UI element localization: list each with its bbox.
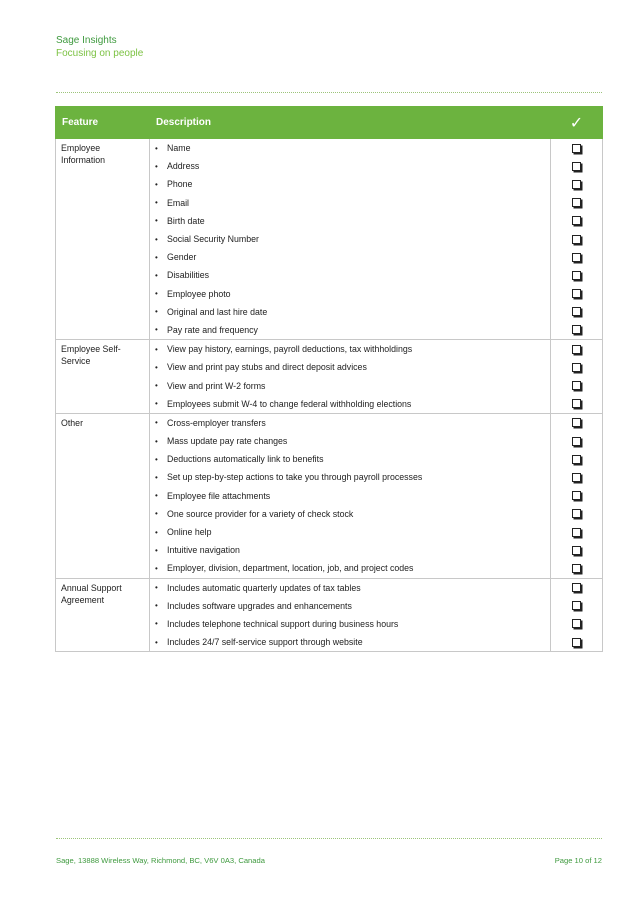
bullet-icon: • <box>155 289 158 299</box>
footer-page-number: Page 10 of 12 <box>554 856 602 865</box>
description-cell <box>150 340 551 414</box>
list-item <box>155 633 550 651</box>
checkbox-icon[interactable] <box>572 509 581 518</box>
checkbox-icon[interactable] <box>572 381 581 390</box>
item-text: View and print pay stubs and direct deposit advices <box>167 362 367 373</box>
checkbox-row <box>551 212 602 230</box>
checkbox-cell <box>551 139 603 340</box>
checkbox-row <box>551 157 602 175</box>
checkbox-icon[interactable] <box>572 363 581 372</box>
feature-table <box>55 106 603 652</box>
item-text: Mass update pay rate changes <box>167 436 288 447</box>
list-item <box>155 487 550 505</box>
list-item <box>155 468 550 486</box>
checkbox-row <box>551 468 602 486</box>
checkbox-icon[interactable] <box>572 619 581 628</box>
checkbox-icon[interactable] <box>572 601 581 610</box>
bullet-icon: • <box>155 601 158 611</box>
header-title: Sage Insights <box>56 35 117 46</box>
checkbox-icon[interactable] <box>572 345 581 354</box>
bullet-icon: • <box>155 619 158 629</box>
list-item <box>155 285 550 303</box>
feature-cell: Other <box>56 413 150 578</box>
table-row <box>56 413 603 578</box>
bullet-icon: • <box>155 509 158 519</box>
list-item <box>155 579 550 597</box>
table-body <box>56 139 603 652</box>
checkbox-icon[interactable] <box>572 491 581 500</box>
checkbox-icon[interactable] <box>572 418 581 427</box>
bullet-icon: • <box>155 583 158 593</box>
checkbox-icon[interactable] <box>572 216 581 225</box>
item-text: Birth date <box>167 215 205 226</box>
item-text: Email <box>167 197 189 208</box>
bullet-icon: • <box>155 472 158 482</box>
checkbox-row <box>551 597 602 615</box>
checkbox-row <box>551 321 602 339</box>
checkbox-icon[interactable] <box>572 564 581 573</box>
list-item <box>155 157 550 175</box>
item-text: Includes software upgrades and enhancements <box>167 600 352 611</box>
checkbox-row <box>551 230 602 248</box>
checkbox-icon[interactable] <box>572 271 581 280</box>
bullet-icon: • <box>155 362 158 372</box>
item-text: View and print W-2 forms <box>167 380 266 391</box>
item-text: Includes telephone technical support during business hours <box>167 618 399 629</box>
list-item <box>155 395 550 413</box>
checkbox-icon[interactable] <box>572 325 581 334</box>
bullet-icon: • <box>155 399 158 409</box>
description-cell <box>150 413 551 578</box>
checkbox-row <box>551 266 602 284</box>
checkbox-icon[interactable] <box>572 437 581 446</box>
footer-address: Sage, 13888 Wireless Way, Richmond, BC, V6V 0A3, Canada <box>56 856 265 865</box>
item-text: Social Security Number <box>167 234 259 245</box>
bullet-icon: • <box>155 179 158 189</box>
item-text: Intuitive navigation <box>167 545 240 556</box>
list-item <box>155 321 550 339</box>
list-item <box>155 523 550 541</box>
item-text: Employees submit W-4 to change federal withholding elections <box>167 398 412 409</box>
page-header <box>56 34 143 60</box>
checkbox-row <box>551 487 602 505</box>
checkbox-row <box>551 450 602 468</box>
list-item <box>155 303 550 321</box>
checkbox-row <box>551 194 602 212</box>
list-item <box>155 450 550 468</box>
item-text: Disabilities <box>167 270 210 281</box>
list-item <box>155 615 550 633</box>
list-item <box>155 376 550 394</box>
feature-cell: Annual Support Agreement <box>56 578 150 652</box>
list-item <box>155 358 550 376</box>
item-text: Gender <box>167 252 197 263</box>
item-text: Set up step-by-step actions to take you through payroll processes <box>167 472 423 483</box>
checkbox-icon[interactable] <box>572 546 581 555</box>
table-row <box>56 340 603 414</box>
table-header-row <box>56 107 603 139</box>
bullet-icon: • <box>155 454 158 464</box>
checkbox-icon[interactable] <box>572 235 581 244</box>
checkbox-row <box>551 175 602 193</box>
column-header-check: ✓ <box>551 107 603 139</box>
list-item <box>155 194 550 212</box>
checkbox-icon[interactable] <box>572 289 581 298</box>
checkbox-row <box>551 248 602 266</box>
item-text: Address <box>167 161 200 172</box>
checkbox-icon[interactable] <box>572 253 581 262</box>
feature-cell: Employee Self-Service <box>56 340 150 414</box>
checkbox-cell <box>551 413 603 578</box>
column-header-description: Description <box>150 107 551 139</box>
checkbox-row <box>551 358 602 376</box>
list-item <box>155 414 550 432</box>
table-row <box>56 578 603 652</box>
checkbox-icon[interactable] <box>572 583 581 592</box>
item-text: Name <box>167 143 191 154</box>
list-item <box>155 505 550 523</box>
checkbox-row <box>551 285 602 303</box>
checkbox-row <box>551 523 602 541</box>
bullet-icon: • <box>155 563 158 573</box>
bullet-icon: • <box>155 270 158 280</box>
checkbox-row <box>551 615 602 633</box>
item-text: Includes automatic quarterly updates of tax tables <box>167 582 361 593</box>
item-text: Cross-employer transfers <box>167 417 266 428</box>
list-item <box>155 541 550 559</box>
item-text: Online help <box>167 527 212 538</box>
item-text: Includes 24/7 self-service support through website <box>167 637 363 648</box>
bullet-icon: • <box>155 436 158 446</box>
table-row <box>56 139 603 340</box>
checkbox-row <box>551 376 602 394</box>
checkbox-icon[interactable] <box>572 144 581 153</box>
description-cell <box>150 578 551 652</box>
bullet-icon: • <box>155 637 158 647</box>
list-item <box>155 597 550 615</box>
item-text: Phone <box>167 179 193 190</box>
checkbox-icon[interactable] <box>572 399 581 408</box>
checkbox-row <box>551 340 602 358</box>
bullet-icon: • <box>155 418 158 428</box>
bottom-divider <box>56 838 602 839</box>
checkbox-row <box>551 414 602 432</box>
checkbox-cell <box>551 578 603 652</box>
bullet-icon: • <box>155 234 158 244</box>
checkbox-icon[interactable] <box>572 455 581 464</box>
list-item <box>155 266 550 284</box>
list-item <box>155 432 550 450</box>
bullet-icon: • <box>155 198 158 208</box>
checkbox-row <box>551 633 602 651</box>
description-cell <box>150 139 551 340</box>
header-subtitle: Focusing on people <box>56 48 144 59</box>
checkbox-icon[interactable] <box>572 198 581 207</box>
item-text: Deductions automatically link to benefits <box>167 454 324 465</box>
list-item <box>155 212 550 230</box>
bullet-icon: • <box>155 161 158 171</box>
column-header-feature: Feature <box>56 107 150 139</box>
item-text: Original and last hire date <box>167 306 268 317</box>
list-item <box>155 248 550 266</box>
feature-cell: Employee Information <box>56 139 150 340</box>
bullet-icon: • <box>155 252 158 262</box>
checkbox-row <box>551 432 602 450</box>
bullet-icon: • <box>155 527 158 537</box>
list-item <box>155 559 550 577</box>
checkbox-icon[interactable] <box>572 307 581 316</box>
bullet-icon: • <box>155 545 158 555</box>
checkbox-row <box>551 303 602 321</box>
checkbox-row <box>551 559 602 577</box>
bullet-icon: • <box>155 325 158 335</box>
item-text: Employee file attachments <box>167 490 271 501</box>
list-item <box>155 139 550 157</box>
checkbox-icon[interactable] <box>572 528 581 537</box>
checkbox-row <box>551 139 602 157</box>
checkbox-icon[interactable] <box>572 162 581 171</box>
bullet-icon: • <box>155 381 158 391</box>
bullet-icon: • <box>155 216 158 226</box>
checkbox-icon[interactable] <box>572 473 581 482</box>
checkbox-icon[interactable] <box>572 638 581 647</box>
list-item <box>155 230 550 248</box>
item-text: Employee photo <box>167 288 231 299</box>
item-text: One source provider for a variety of check stock <box>167 508 354 519</box>
item-text: Pay rate and frequency <box>167 324 258 335</box>
item-text: View pay history, earnings, payroll deductions, tax withholdings <box>167 344 413 355</box>
bullet-icon: • <box>155 344 158 354</box>
checkbox-row <box>551 505 602 523</box>
checkbox-cell <box>551 340 603 414</box>
checkbox-icon[interactable] <box>572 180 581 189</box>
checkbox-row <box>551 395 602 413</box>
top-divider <box>56 92 602 93</box>
checkbox-row <box>551 541 602 559</box>
bullet-icon: • <box>155 307 158 317</box>
bullet-icon: • <box>155 491 158 501</box>
bullet-icon: • <box>155 143 158 153</box>
list-item <box>155 340 550 358</box>
item-text: Employer, division, department, location, job, and project codes <box>167 563 414 574</box>
list-item <box>155 175 550 193</box>
checkbox-row <box>551 579 602 597</box>
